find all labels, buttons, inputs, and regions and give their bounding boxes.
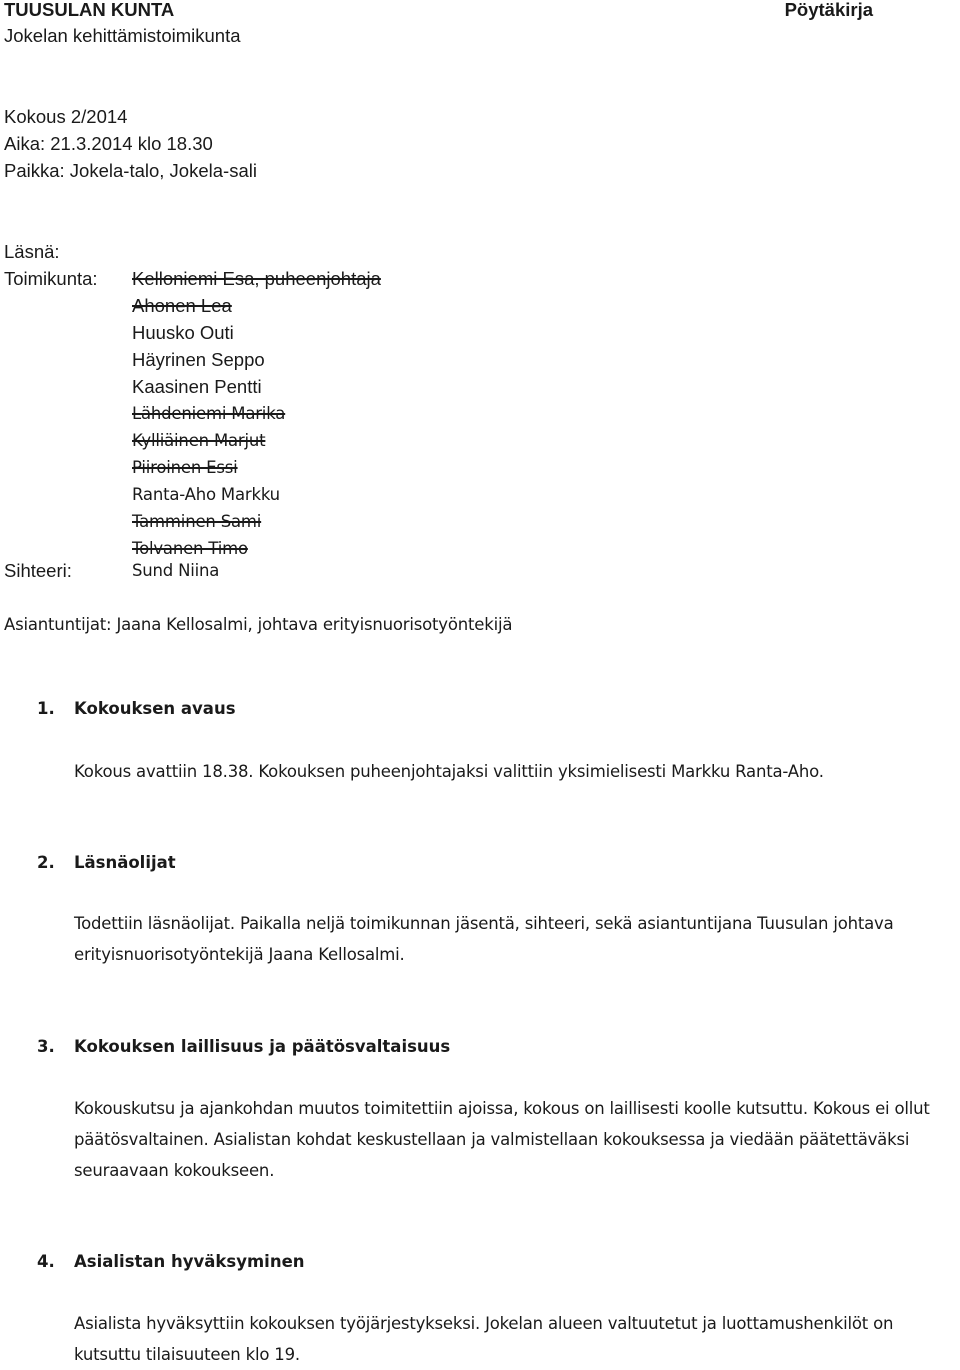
member-name: Kelloniemi Esa, puheenjohtaja: [132, 268, 381, 289]
member-name: Ahonen Lea: [132, 295, 232, 316]
member-name: Kaasinen Pentti: [132, 376, 262, 397]
section-text: Kokouskutsu ja ajankohdan muutos toimitettiin ajoissa, kokous on laillisesti koolle kutsuttu. Kokous ei ollut päätösvaltainen. Asialistan kohdat keskustellaan ja valmistellaan kokouksessa ja viedään päätettäväksi seuraavaan kokoukseen.: [74, 1099, 930, 1180]
secretary-name: Sund Niina: [132, 561, 220, 580]
section-title: Asialistan hyväksyminen: [74, 1252, 305, 1271]
member-name: Kylliäinen Marjut: [132, 431, 266, 450]
section-number: 3.: [37, 1037, 55, 1056]
section-text: Asialista hyväksyttiin kokouksen työjärjestykseksi. Jokelan alueen valtuutetut ja luottamushenkilöt on kutsuttu tilaisuuteen klo 19.: [74, 1314, 894, 1364]
section-title: Kokouksen avaus: [74, 699, 236, 718]
member-name: Tolvanen Timo: [132, 539, 248, 558]
committee-name: Jokelan kehittämistoimikunta: [4, 25, 241, 46]
meeting-time: Aika: 21.3.2014 klo 18.30: [4, 133, 213, 154]
municipality-name: TUUSULAN KUNTA: [4, 0, 175, 20]
member-name: Lähdeniemi Marika: [132, 404, 286, 423]
committee-label: Toimikunta:: [4, 268, 98, 289]
member-name: Häyrinen Seppo: [132, 349, 265, 370]
section-title: Kokouksen laillisuus ja päätösvaltaisuus: [74, 1037, 451, 1056]
section-text: Kokous avattiin 18.38. Kokouksen puheenjohtajaksi valittiin yksimielisesti Markku Ranta-Aho.: [74, 762, 824, 781]
section-text: Todettiin läsnäolijat. Paikalla neljä toimikunnan jäsentä, sihteeri, sekä asiantuntijana Tuusulan johtava erityisnuorisotyöntekijä Jaana Kellosalmi.: [74, 914, 894, 964]
member-name: Piiroinen Essi: [132, 458, 238, 477]
secretary-label: Sihteeri:: [4, 560, 72, 581]
meeting-number: Kokous 2/2014: [4, 106, 128, 127]
member-name: Huusko Outi: [132, 322, 234, 343]
member-name: Ranta-Aho Markku: [132, 485, 280, 504]
section-number: 1.: [37, 699, 55, 718]
present-label: Läsnä:: [4, 241, 60, 262]
section-title: Läsnäolijat: [74, 853, 176, 872]
member-name: Tamminen Sami: [132, 512, 262, 531]
section-number: 4.: [37, 1252, 55, 1271]
document-type: Pöytäkirja: [784, 0, 873, 20]
section-number: 2.: [37, 853, 55, 872]
meeting-place: Paikka: Jokela-talo, Jokela-sali: [4, 160, 257, 181]
experts-line: Asiantuntijat: Jaana Kellosalmi, johtava erityisnuorisotyöntekijä: [4, 615, 513, 634]
